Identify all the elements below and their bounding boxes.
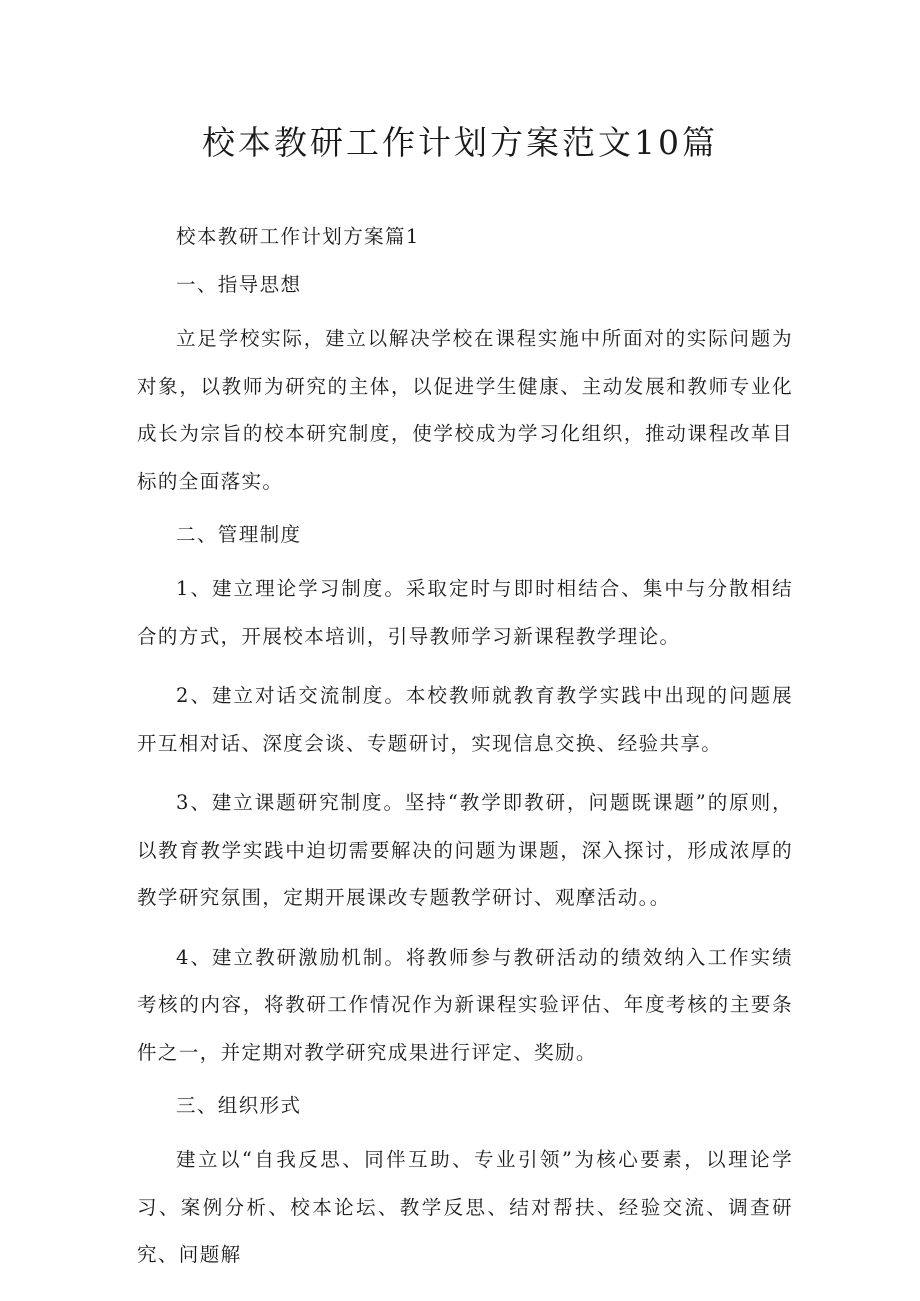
subsection-heading: 三、组织形式 xyxy=(176,1094,302,1117)
body-paragraph: 3、建立课题研究制度。坚持“教学即教研，问题既课题”的原则，以教育教学实践中迫切需要解决的问题为课题，深入探讨，形成浓厚的教学研究氛围，定期开展课改专题教学研讨、观摩活动。。 xyxy=(137,791,793,909)
subsection-heading: 二、管理制度 xyxy=(176,523,302,546)
body-paragraph: 4、建立教研激励机制。将教师参与教研活动的绩效纳入工作实绩考核的内容，将教研工作情况作为新课程实验评估、年度考核的主要条件之一，并定期对教学研究成果进行评定、奖励。 xyxy=(137,945,793,1064)
subsection-heading: 一、指导思想 xyxy=(176,273,302,296)
section-heading: 校本教研工作计划方案篇1 xyxy=(176,225,420,248)
body-paragraph: 1、建立理论学习制度。采取定时与即时相结合、集中与分散相结合的方式，开展校本培训，引导教师学习新课程教学理论。 xyxy=(137,577,793,648)
body-paragraph: 2、建立对话交流制度。本校教师就教育教学实践中出现的问题展开互相对话、深度会谈、专题研讨，实现信息交换、经验共享。 xyxy=(137,684,793,755)
document-title: 校本教研工作计划方案范文10篇 xyxy=(202,123,718,162)
body-paragraph: 建立以“自我反思、同伴互助、专业引领”为核心要素，以理论学习、案例分析、校本论坛、教学反思、结对帮扶、经验交流、调查研究、问题解 xyxy=(137,1148,793,1266)
body-paragraph: 立足学校实际，建立以解决学校在课程实施中所面对的实际问题为对象，以教师为研究的主体，以促进学生健康、主动发展和教师专业化成长为宗旨的校本研究制度，使学校成为学习化组织，推动课程改革目标的全面落实。 xyxy=(137,327,793,493)
document-body xyxy=(137,219,793,1291)
